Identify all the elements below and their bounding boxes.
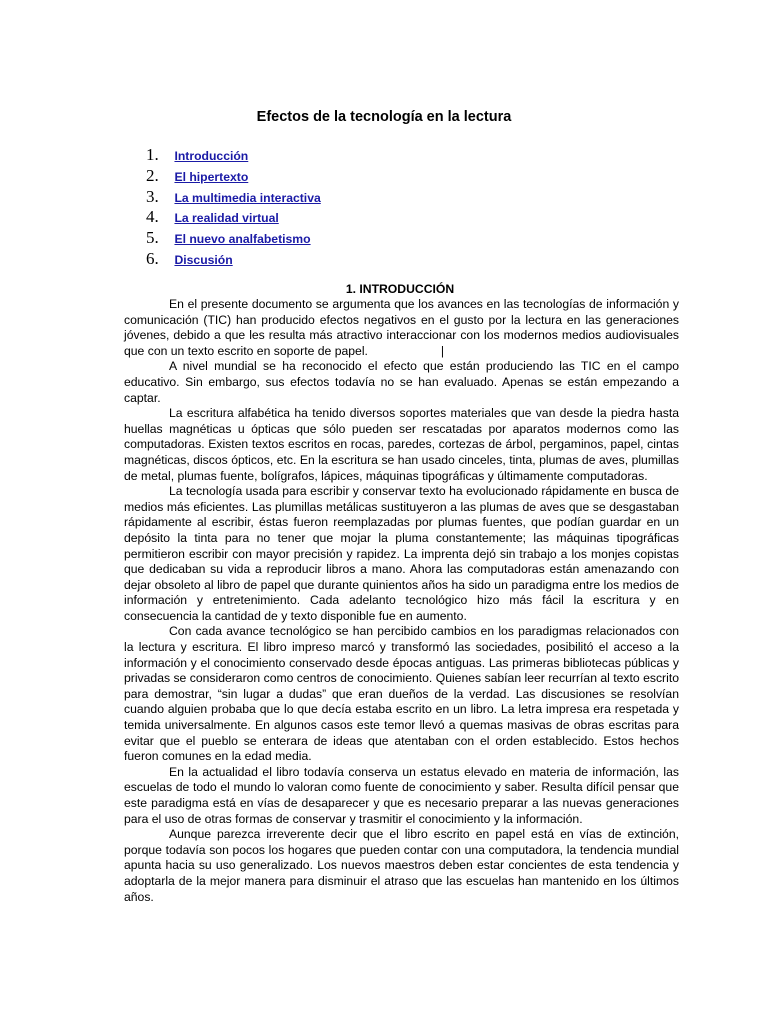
toc-number: 6.: [146, 248, 159, 268]
toc-link-discusion[interactable]: Discusión: [174, 252, 233, 267]
paragraph: La escritura alfabética ha tenido diversos soportes materiales que van desde la piedra hasta huellas magnéticas u ópticas que sólo pueden ser rescatadas por aparatos modernos como las computadoras. Existen textos escritos en rocas, paredes, cortezas de árbol, pergaminos, papel, cintas magnéticas, discos ópticos, etc. En la escritura se han usado cinceles, tinta, plumas de aves, plumillas de metal, plumas fuente, bolígrafos, lápices, máquinas tipográficas y últimamente computadoras.: [124, 406, 679, 483]
toc-item-analfabetismo: [146, 228, 321, 249]
paragraph-text: En el presente documento se argumenta que los avances en las tecnologías de información y comunicación (TIC) han producido efectos negativos en el gusto por la lectura en las generaciones jóvenes, debido a que les resulta más atractivo interaccionar con los modernos medios audiovisuales que con un texto escrito en soporte de papel.: [124, 297, 679, 358]
table-of-contents: [146, 145, 321, 270]
toc-link-realidad-virtual[interactable]: La realidad virtual: [174, 211, 279, 226]
toc-link-multimedia[interactable]: La multimedia interactiva: [174, 190, 321, 205]
toc-number: 3.: [146, 186, 159, 206]
toc-item-realidad-virtual: [146, 207, 321, 228]
section-body: [124, 297, 679, 905]
toc-link-analfabetismo[interactable]: El nuevo analfabetismo: [174, 232, 311, 247]
paragraph: Aunque parezca irreverente decir que el libro escrito en papel está en vías de extinción, porque todavía son pocos los hogares que pueden contar con una computadora, la tendencia mundial apunta hacia su uso generalizado. Los nuevos maestros deben estar concientes de esta tendencia y adoptarla de la mejor manera para disminuir el atraso que las escuelas han mantenido en los últimos años.: [124, 827, 679, 904]
paragraph: En la actualidad el libro todavía conserva un estatus elevado en materia de información, las escuelas de todo el mundo lo valoran como fuente de conocimiento y saber. Resulta difícil pensar que este paradigma está en vías de desaparecer y que es necesario preparar a las nuevas generaciones para el uso de otras formas de conservar y trasmitir el conocimiento y la información.: [124, 764, 679, 826]
paragraph: La tecnología usada para escribir y conservar texto ha evolucionado rápidamente en busca de medios más eficientes. Las plumillas metálicas sustituyeron a las plumas de aves que se desgastaban rápidamente al escribir, éstas fueron reemplazadas por plumas fuentes, que podían guardar en un depósito la tinta para no tener que mojar la pluma constantemente; las máquinas tipográficas permitieron escribir con mayor precisión y rapidez. La imprenta dejó sin trabajo a los monjes copistas que dedicaban su vida a reproducir libros a mano. Ahora las computadoras están amenazando con dejar obsoleto al libro de papel que durante quinientos años ha sido un paradigma entre los medios de información y entretenimiento. Cada adelanto tecnológico hizo más fácil la escritura y en consecuencia la cantidad de y texto disponible fue en aumento.: [124, 484, 679, 623]
document-title: Efectos de la tecnología en la lectura: [256, 109, 512, 125]
toc-item-multimedia: [146, 187, 321, 208]
toc-number: 1.: [146, 145, 159, 164]
toc-number: 5.: [146, 228, 159, 248]
toc-item-introduccion: [146, 145, 321, 166]
paragraph: Con cada avance tecnológico se han percibido cambios en los paradigmas relacionados con la lectura y escritura. El libro impreso marcó y transformó las sociedades, posibilitó el acceso a la información y el conocimiento conservado desde épocas antiguas. Las primeras bibliotecas públicas y privadas se consideraron como centros de conocimiento. Quienes sabían leer recurrían al texto escrito para demostrar, “sin lugar a dudas” que eran dueños de la verdad. Las discusiones se resolvían cuando alguien probaba que lo que decía estaba escrito en un libro. La letra impresa era respetada y temida universalmente. En algunos casos este temor llevó a quemas masivas de obras escritas para evitar que el pueblo se enterara de ideas que atentaban con el orden establecido. Estos hechos fueron comunes en la edad media.: [124, 624, 679, 764]
paragraph: A nivel mundial se ha reconocido el efecto que están produciendo las TIC en el campo educativo. Sin embargo, sus efectos todavía no se han evaluado. Apenas se están empezando a captar.: [124, 359, 679, 405]
toc-link-hipertexto[interactable]: El hipertexto: [174, 169, 249, 184]
section-heading-introduccion: 1. INTRODUCCIÓN: [345, 282, 455, 296]
text-cursor: |: [440, 343, 445, 358]
toc-item-hipertexto: [146, 166, 321, 187]
toc-number: 2.: [146, 165, 159, 185]
paragraph: [124, 297, 679, 359]
toc-number: 4.: [146, 207, 159, 227]
toc-link-introduccion[interactable]: Introducción: [174, 149, 249, 163]
toc-item-discusion: [146, 249, 321, 270]
